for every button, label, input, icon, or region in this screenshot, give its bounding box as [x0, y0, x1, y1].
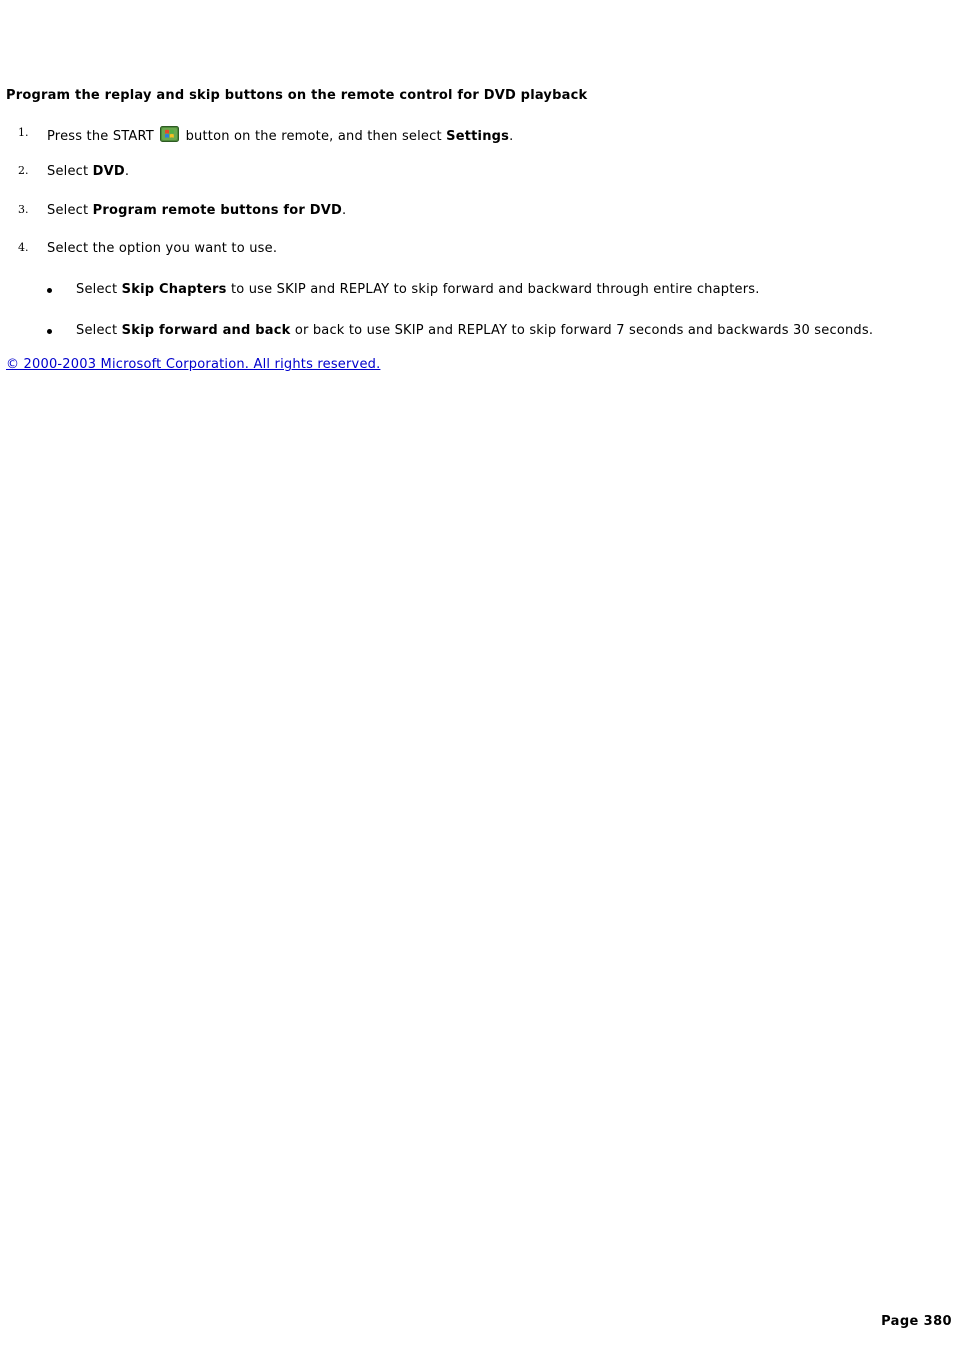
section-heading: Program the replay and skip buttons on the remote control for DVD playback	[6, 88, 588, 103]
step-text: Select the option you want to use.	[47, 241, 278, 256]
step-number: 1.	[18, 126, 29, 139]
step-text-end: .	[124, 164, 130, 179]
bullet-text-before: Select	[76, 323, 118, 338]
step-bold-term: DVD	[92, 164, 125, 179]
bullet-text	[76, 323, 873, 339]
step-text-end: .	[341, 203, 347, 218]
windows-start-icon	[160, 126, 179, 142]
step-number: 4.	[18, 241, 29, 254]
step-text-after: button on the remote, and then select	[185, 129, 442, 144]
bullet-text-after: to use SKIP and REPLAY to skip forward and backward through entire chapters.	[230, 282, 760, 297]
step-number: 2.	[18, 164, 29, 177]
step-number: 3.	[18, 203, 29, 216]
copyright-link[interactable]: © 2000-2003 Microsoft Corporation. All rights reserved.	[6, 357, 381, 372]
bullet-dot-icon	[47, 288, 52, 293]
step-text-before: Press the START	[47, 129, 154, 144]
bullet-text	[76, 282, 760, 298]
page-number: Page 380	[881, 1314, 952, 1329]
step-text	[47, 203, 346, 219]
step-text	[47, 126, 513, 145]
step-text-before: Select	[47, 203, 89, 218]
bullet-text-after: or back to use SKIP and REPLAY to skip forward 7 seconds and backwards 30 seconds.	[294, 323, 874, 338]
bullet-bold-term: Skip forward and back	[121, 323, 291, 338]
step-bold-term: Program remote buttons for DVD	[92, 203, 342, 218]
step-text	[47, 164, 129, 180]
bullet-dot-icon	[47, 329, 52, 334]
step-bold-term: Settings	[446, 129, 510, 144]
step-text-end: .	[509, 129, 514, 144]
bullet-text-before: Select	[76, 282, 118, 297]
bullet-bold-term: Skip Chapters	[121, 282, 227, 297]
step-text-before: Select	[47, 164, 89, 179]
